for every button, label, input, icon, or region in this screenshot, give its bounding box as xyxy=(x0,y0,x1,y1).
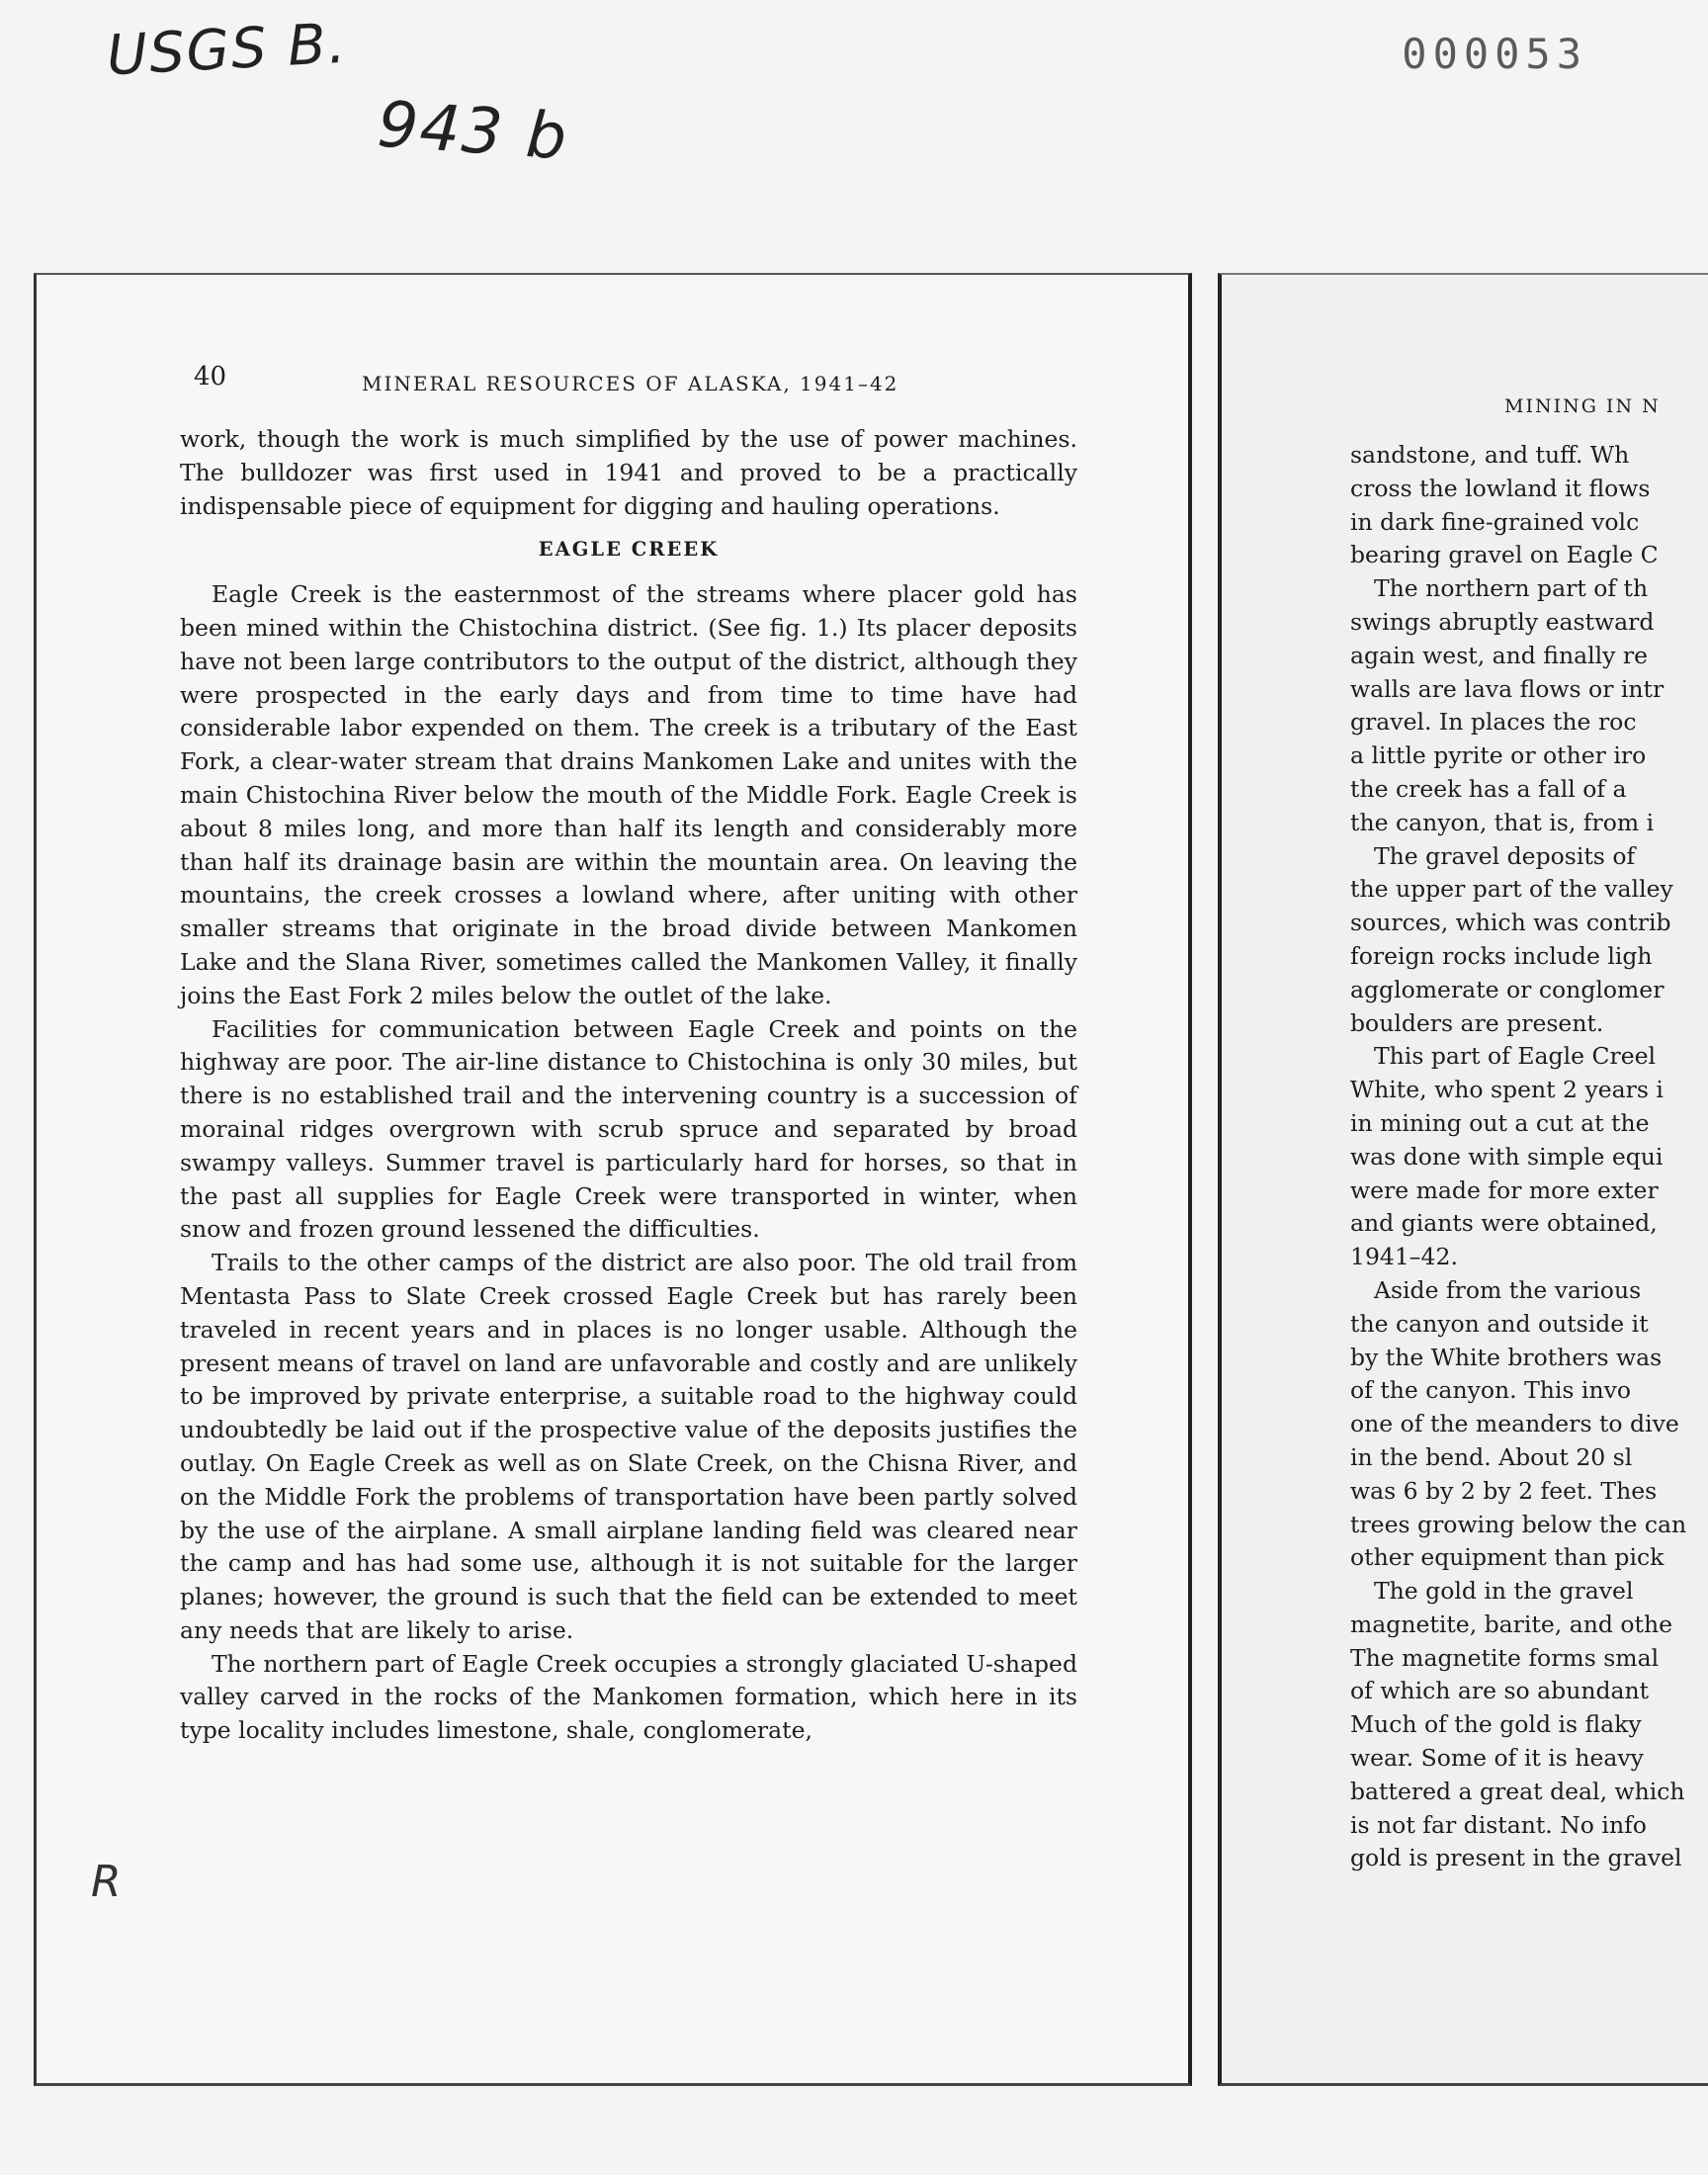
right-text-line: and giants were obtained, xyxy=(1350,1209,1658,1238)
right-text-line: The gold in the gravel xyxy=(1374,1577,1634,1606)
right-text-line: the canyon, that is, from i xyxy=(1350,808,1655,836)
right-text-line: battered a great deal, which xyxy=(1350,1777,1685,1805)
right-text-line: was 6 by 2 by 2 feet. Thes xyxy=(1350,1476,1658,1505)
margin-handwritten-mark: R xyxy=(91,1857,122,1907)
right-text-line: were made for more exter xyxy=(1350,1175,1659,1204)
running-head-left: MINERAL RESOURCES OF ALASKA, 1941–42 xyxy=(362,372,899,395)
right-text-line: in the bend. About 20 sl xyxy=(1350,1442,1633,1471)
right-text-line: the creek has a fall of a xyxy=(1350,774,1627,803)
right-text-line: walls are lava flows or intr xyxy=(1350,674,1665,703)
right-text-line: 1941–42. xyxy=(1350,1243,1458,1271)
right-text-line: in mining out a cut at the xyxy=(1350,1108,1650,1137)
right-text-line: in dark fine-grained volc xyxy=(1350,507,1640,536)
paragraph-continued: work, though the work is much simplified by the use of power machines. The bulldozer was first used in 1941 and proved to be a practically indispensable piece of equipment for digging and hauling operations. xyxy=(180,425,1077,520)
right-text-line: wear. Some of it is heavy xyxy=(1350,1744,1644,1773)
left-text-column xyxy=(180,423,1077,1748)
right-text-line: of which are so abundant xyxy=(1350,1677,1650,1705)
right-text-line: gravel. In places the roc xyxy=(1350,708,1637,737)
right-text-line: Aside from the various xyxy=(1374,1275,1642,1304)
handwritten-annotation-line1: USGS B. xyxy=(105,11,350,89)
right-text-line: foreign rocks include ligh xyxy=(1350,941,1653,970)
section-heading: EAGLE CREEK xyxy=(538,538,720,562)
right-text-line: trees growing below the can xyxy=(1350,1510,1687,1538)
right-text-line: a little pyrite or other iro xyxy=(1350,741,1647,770)
right-text-line: agglomerate or conglomer xyxy=(1350,975,1665,1003)
right-text-line: Much of the gold is flaky xyxy=(1350,1710,1642,1739)
right-text-line: gold is present in the gravel xyxy=(1350,1844,1682,1872)
right-text-line: This part of Eagle Creel xyxy=(1374,1042,1657,1071)
right-text-line: The magnetite forms smal xyxy=(1350,1643,1660,1672)
right-text-line: the canyon and outside it xyxy=(1350,1309,1649,1338)
paragraph: Trails to the other camps of the district are also poor. The old trail from Mentasta Pass to Slate Creek crossed Eagle Creek but has rarely been traveled in recent years and in places is no longer usable. Although the present means of travel on land are unfavorable and costly and are unlikely to be improved by private enterprise, a suitable road to the highway could undoubtedly be laid out if the prospective value of the deposits justifies the outlay. On Eagle Creek as well as on Slate Creek, on the Chisna River, and on the Middle Fork the problems of transportation have been partly solved by the use of the airplane. A small airplane landing field was cleared near the camp and has had some use, although it is not suitable for the larger planes; however, the ground is such that the field can be extended to meet any needs that are likely to arise. xyxy=(180,1249,1077,1644)
right-text-line: magnetite, barite, and othe xyxy=(1350,1610,1673,1638)
right-text-line: cross the lowland it flows xyxy=(1350,474,1651,502)
paragraph: Facilities for communication between Eagle Creek and points on the highway are poor. The air-line distance to Chistochina is only 30 miles, but there is no established trail and the intervening country is a succession of morainal ridges overgrown with scrub spruce and separated by broad swampy valleys. Summer travel is particularly hard for horses, so that in the past all supplies for Eagle Creek were transported in winter, when snow and frozen ground lessened the difficulties. xyxy=(180,1014,1077,1244)
right-text-line: bearing gravel on Eagle C xyxy=(1350,541,1659,569)
right-text-line: White, who spent 2 years i xyxy=(1350,1076,1664,1104)
right-text-line: The gravel deposits of xyxy=(1374,841,1636,870)
right-text-line: other equipment than pick xyxy=(1350,1543,1665,1572)
right-text-line: one of the meanders to dive xyxy=(1350,1410,1679,1438)
right-page-partial xyxy=(1218,273,1708,2086)
right-text-line: boulders are present. xyxy=(1350,1008,1604,1037)
handwritten-annotation-line2: 943 b xyxy=(375,88,571,175)
right-text-line: was done with simple equi xyxy=(1350,1142,1664,1171)
stamp-number: 000053 xyxy=(1402,30,1587,78)
paragraph: The northern part of Eagle Creek occupies a strongly glaciated U-shaped valley carved in the rocks of the Mankomen formation, which here in its type locality includes limestone, shale, conglomerate, xyxy=(180,1649,1077,1745)
right-text-line: the upper part of the valley xyxy=(1350,875,1673,904)
running-head-right: MINING IN N xyxy=(1504,395,1661,417)
page-number: 40 xyxy=(194,362,227,392)
right-text-line: is not far distant. No info xyxy=(1350,1810,1647,1839)
right-text-line: The northern part of th xyxy=(1374,574,1649,603)
right-text-line: by the White brothers was xyxy=(1350,1343,1663,1371)
right-text-line: swings abruptly eastward xyxy=(1350,607,1655,636)
right-text-line: again west, and finally re xyxy=(1350,641,1649,669)
right-text-line: sandstone, and tuff. Wh xyxy=(1350,441,1630,469)
right-text-line: of the canyon. This invo xyxy=(1350,1376,1632,1405)
right-text-column xyxy=(1350,439,1708,1875)
right-text-line: sources, which was contrib xyxy=(1350,909,1671,937)
paragraph: Eagle Creek is the easternmost of the streams where placer gold has been mined within the Chistochina district. (See fig. 1.) Its placer deposits have not been large contributors to the output of the district, although they were prospected in the early days and from time to time have had considerable labor expended on them. The creek is a tributary of the East Fork, a clear-water stream that drains Mankomen Lake and unites with the main Chistochina River below the mouth of the Middle Fork. Eagle Creek is about 8 miles long, and more than half its length and considerably more than half its drainage basin are within the mountain area. On leaving the mountains, the creek crosses a lowland where, after uniting with other smaller streams that originate in the broad divide between Mankomen Lake and the Slana River, sometimes called the Mankomen Valley, it finally joins the East Fork 2 miles below the outlet of the lake. xyxy=(180,580,1077,1009)
